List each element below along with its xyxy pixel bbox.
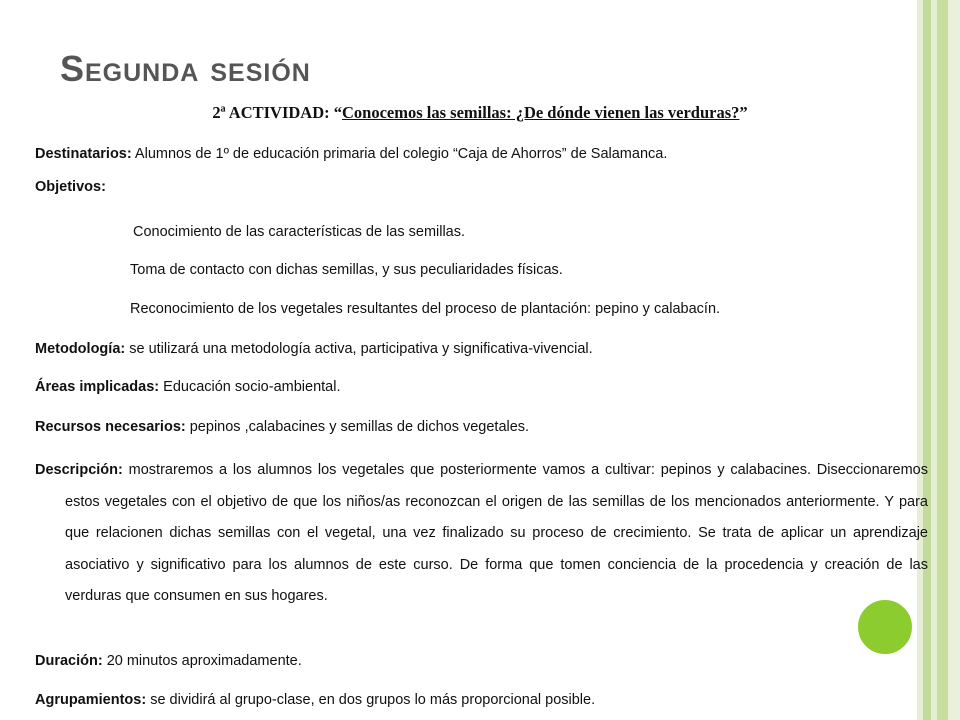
agrupamientos-label: Agrupamientos: — [35, 692, 147, 708]
destinatarios-row — [35, 144, 667, 164]
recursos-label: Recursos necesarios: — [35, 419, 186, 435]
descripcion-text: mostraremos a los alumnos los vegetales que posteriormente vamos a cultivar: pepinos y calabacines. Diseccionaremos estos vegetales con el objetivo de que los niños/as reconozcan el origen de las semillas de los mencionados anteriormente. Y para que relacionen dichas semillas con el vegetal, una vez finalizado su proceso de crecimiento. Se trata de aplicar un aprendizaje asociativo y significativo para los alumnos de este curso. De forma que tomen conciencia de la procedencia y creación de las verduras que consumen en sus hogares. — [65, 462, 928, 604]
duracion-label: Duración: — [35, 653, 103, 669]
slide-title: Segunda sesión — [60, 48, 311, 89]
activity-heading — [0, 103, 960, 123]
activity-name: Conocemos las semillas: ¿De dónde vienen las verduras? — [342, 103, 740, 122]
agrupamientos-row — [35, 690, 595, 710]
descripcion-label: Descripción: — [35, 462, 123, 478]
areas-label: Áreas implicadas: — [35, 379, 160, 395]
objetivos-label: Objetivos: — [35, 179, 106, 195]
areas-row — [35, 377, 340, 397]
agrupamientos-text: se dividirá al grupo-clase, en dos grupos lo más proporcional posible. — [146, 692, 596, 708]
destinatarios-text: Alumnos de 1º de educación primaria del colegio “Caja de Ahorros” de Salamanca. — [131, 146, 668, 162]
objetivo-item: Toma de contacto con dichas semillas, y sus peculiaridades físicas. — [130, 262, 563, 278]
destinatarios-label: Destinatarios: — [35, 146, 132, 162]
duracion-row — [35, 651, 302, 671]
metodologia-row — [35, 339, 593, 359]
recursos-row — [35, 417, 529, 437]
recursos-text: pepinos ,calabacines y semillas de dichos vegetales. — [185, 419, 530, 435]
descripcion-paragraph — [35, 455, 928, 613]
areas-text: Educación socio-ambiental. — [159, 379, 341, 395]
objetivo-item: Reconocimiento de los vegetales resultantes del proceso de plantación: pepino y calabacín. — [130, 301, 721, 317]
objetivo-item: Conocimiento de las características de las semillas. — [133, 224, 466, 240]
activity-suffix: ” — [739, 103, 748, 122]
activity-prefix: 2ª ACTIVIDAD: “ — [212, 103, 342, 122]
metodologia-text: se utilizará una metodología activa, participativa y significativa-vivencial. — [125, 341, 593, 357]
metodologia-label: Metodología: — [35, 341, 126, 357]
duracion-text: 20 minutos aproximadamente. — [102, 653, 302, 669]
